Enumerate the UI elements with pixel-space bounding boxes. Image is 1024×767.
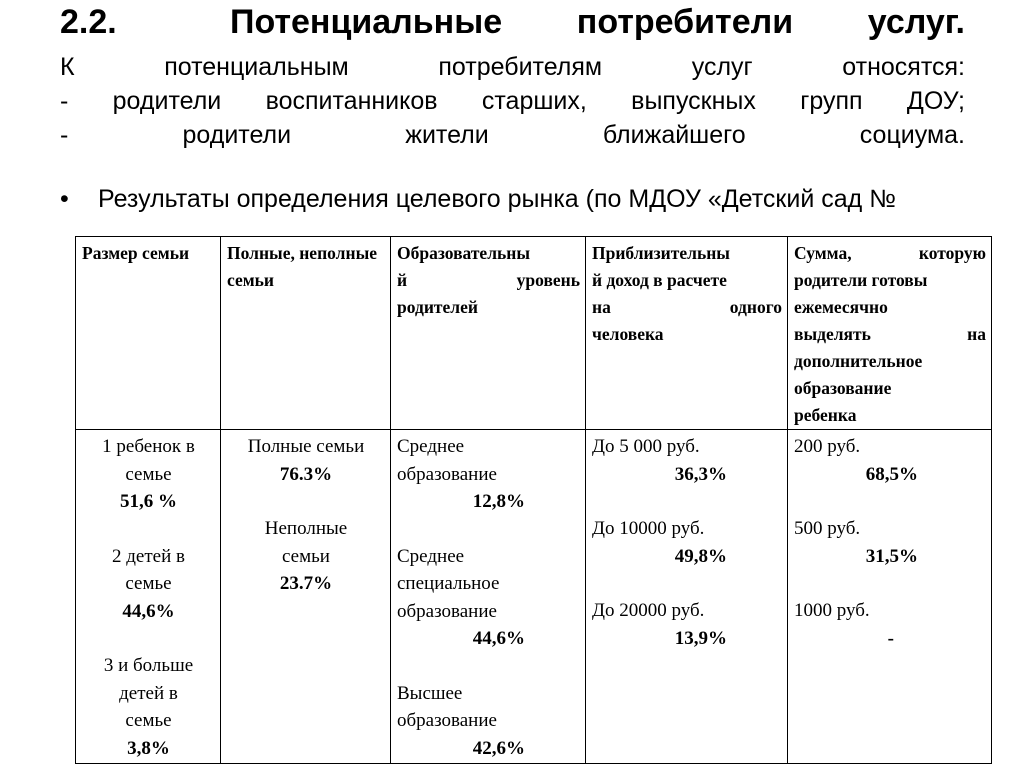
cell-full-incomplete [221,430,391,764]
header-line: выделять на [794,324,986,344]
cell-value: 12,8% [472,491,525,512]
intro-word: ДОУ; [906,87,965,115]
header-line: человека [592,324,664,344]
cell-label: Высшее [397,682,463,704]
cell-value: 3,8% [127,737,170,759]
header-line: образование [794,378,892,398]
header-amount [788,237,992,430]
cell-label: Среднее [397,436,465,457]
cell-value: 68,5% [865,463,918,485]
cell-label: 1000 руб. [794,600,870,621]
cell-family-size [76,430,221,764]
header-family-size: Размер семьи [76,237,221,430]
intro-line-1 [60,52,965,84]
cell-label: образование [397,463,497,485]
cell-label: Полные семьи [247,436,365,457]
cell-label: образование [397,600,497,622]
cell-value: 44,6% [472,628,525,649]
cell-income [586,430,788,764]
header-line: дополнительное [794,351,923,371]
page-title [60,3,965,49]
bullet-text: Результаты определения целевого рынка (по МДОУ «Детский сад № [98,185,896,213]
cell-label: Неполные [264,518,348,539]
intro-word: воспитанников [265,87,438,115]
intro-word: выпускных [631,87,756,115]
intro-word: родители [112,87,222,115]
intro-word: - [60,87,69,115]
cell-label: До 10000 руб. [592,518,705,539]
header-line: Приблизительны [592,243,730,263]
table-header-row [76,237,992,430]
cell-label: 2 детей в [112,545,185,567]
header-line: ребенка [794,405,857,425]
intro-word: относятся: [842,53,965,81]
cell-label: Среднее [397,545,465,567]
cell-amount [788,430,992,764]
header-line: ежемесячно [794,297,888,317]
section-title: Потенциальные потребители услуг. [230,3,965,41]
intro-word: социума. [859,121,965,149]
cell-value: 49,8% [674,545,727,567]
cell-value: 44,6% [122,600,175,622]
cell-value: 76.3% [279,463,333,485]
cell-label: До 20000 руб. [592,600,705,621]
intro-word: потенциальным [164,53,349,81]
header-education [391,237,586,430]
header-full-incomplete: Полные, неполные семьи [221,237,391,430]
cell-value: 23.7% [279,573,333,594]
intro-word: - [60,121,69,149]
intro-word: потребителям [438,53,603,81]
cell-education [391,430,586,764]
intro-word: групп [800,87,863,115]
intro-word: ближайшего [602,121,746,149]
bullet-item [60,184,960,214]
cell-value: 42,6% [472,737,525,759]
cell-label: До 5 000 руб. [592,436,700,457]
cell-label: 200 руб. [794,436,861,457]
cell-label: 500 руб. [794,518,861,539]
header-line: Образовательны [397,243,531,263]
cell-value: 51,6 % [120,491,177,512]
cell-value: 36,3% [674,463,727,485]
cell-label: семье [125,463,172,485]
intro-word: старших, [481,87,587,115]
header-income [586,237,788,430]
header-line: й доход в расчете [592,270,727,290]
cell-value: - [887,627,894,649]
intro-word: услуг [691,53,753,81]
header-line: й уровень [397,270,580,290]
intro-word: К [60,53,75,81]
cell-label: 3 и больше [103,655,194,676]
table-row [76,430,992,764]
market-table [75,236,992,764]
cell-label: семье [125,710,172,731]
intro-line-3 [60,120,965,152]
section-number: 2.2. [60,3,117,41]
cell-label: образование [397,710,497,731]
header-line: на одного [592,297,782,317]
cell-label: специальное [397,573,500,594]
header-line: Сумма, которую [794,243,986,263]
header-line: родители готовы [794,270,928,290]
cell-label: семье [125,573,172,594]
bullet-icon: • [60,185,69,213]
cell-label: семьи [282,545,330,567]
header-line: родителей [397,297,478,317]
cell-value: 31,5% [865,545,918,567]
cell-label: детей в [119,682,178,704]
cell-label: 1 ребенок в [102,436,195,457]
cell-value: 13,9% [674,627,727,649]
intro-line-2 [60,86,965,118]
intro-word: жители [405,121,489,149]
intro-word: родители [182,121,292,149]
